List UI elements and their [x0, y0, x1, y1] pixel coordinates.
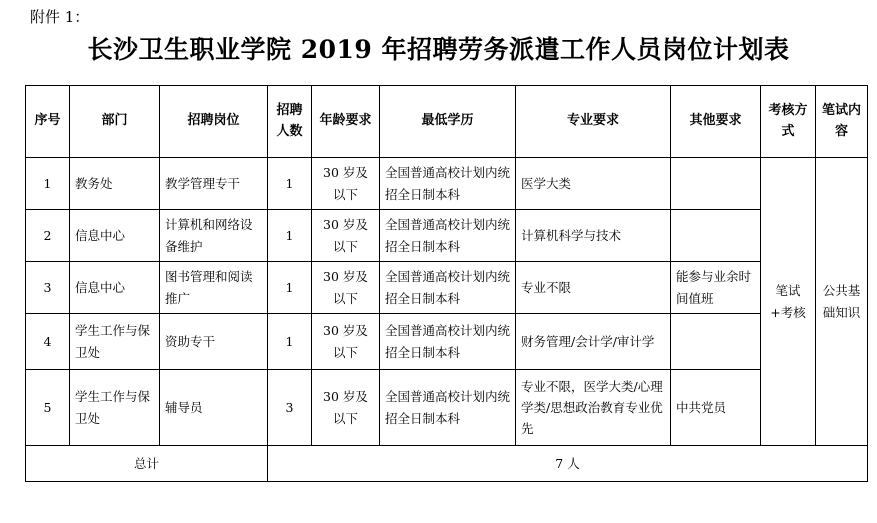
row-education: 全国普通高校计划内统招全日制本科: [380, 158, 516, 210]
row-age: 30 岁及以下: [312, 210, 380, 262]
row-major: 医学大类: [516, 158, 671, 210]
exam-content: 公共基础知识: [816, 158, 868, 446]
header-index: 序号: [26, 86, 70, 158]
row-index: 5: [26, 370, 70, 446]
row-position: 辅导员: [160, 370, 268, 446]
row-education: 全国普通高校计划内统招全日制本科: [380, 370, 516, 446]
row-education: 全国普通高校计划内统招全日制本科: [380, 210, 516, 262]
row-education: 全国普通高校计划内统招全日制本科: [380, 314, 516, 370]
row-major: 财务管理/会计学/审计学: [516, 314, 671, 370]
row-count: 1: [268, 262, 312, 314]
row-index: 2: [26, 210, 70, 262]
row-major: 专业不限，医学大类/心理学类/思想政治教育专业优先: [516, 370, 671, 446]
position-plan-table: [25, 85, 868, 482]
header-row: [26, 86, 868, 158]
row-dept: 教务处: [70, 158, 160, 210]
table-row: [26, 370, 868, 446]
row-index: 4: [26, 314, 70, 370]
row-education: 全国普通高校计划内统招全日制本科: [380, 262, 516, 314]
row-index: 1: [26, 158, 70, 210]
total-row: [26, 446, 868, 482]
table-row: [26, 314, 868, 370]
row-other: [671, 314, 761, 370]
row-dept: 信息中心: [70, 210, 160, 262]
header-major: 专业要求: [516, 86, 671, 158]
row-dept: 学生工作与保卫处: [70, 370, 160, 446]
row-count: 3: [268, 370, 312, 446]
table-row: [26, 262, 868, 314]
row-count: 1: [268, 210, 312, 262]
row-other: [671, 210, 761, 262]
row-age: 30 岁及以下: [312, 262, 380, 314]
row-index: 3: [26, 262, 70, 314]
header-other: 其他要求: [671, 86, 761, 158]
header-age: 年龄要求: [312, 86, 380, 158]
header-position: 招聘岗位: [160, 86, 268, 158]
row-major: 专业不限: [516, 262, 671, 314]
row-dept: 信息中心: [70, 262, 160, 314]
row-age: 30 岁及以下: [312, 370, 380, 446]
row-position: 图书管理和阅读推广: [160, 262, 268, 314]
row-other: 能参与业余时间值班: [671, 262, 761, 314]
row-count: 1: [268, 314, 312, 370]
row-dept: 学生工作与保卫处: [70, 314, 160, 370]
attachment-label: 附件 1：: [30, 8, 90, 26]
header-assess: 考核方式: [761, 86, 816, 158]
header-count: 招聘人数: [268, 86, 312, 158]
row-age: 30 岁及以下: [312, 314, 380, 370]
table-row: [26, 158, 868, 210]
row-count: 1: [268, 158, 312, 210]
assess-method: 笔试+考核: [761, 158, 816, 446]
row-age: 30 岁及以下: [312, 158, 380, 210]
table-row: [26, 210, 868, 262]
total-label: 总计: [26, 446, 268, 482]
row-position: 教学管理专干: [160, 158, 268, 210]
row-other: [671, 158, 761, 210]
row-major: 计算机科学与技术: [516, 210, 671, 262]
total-value: 7 人: [268, 446, 868, 482]
header-exam: 笔试内容: [816, 86, 868, 158]
header-dept: 部门: [70, 86, 160, 158]
row-other: 中共党员: [671, 370, 761, 446]
row-position: 资助专干: [160, 314, 268, 370]
row-position: 计算机和网络设备维护: [160, 210, 268, 262]
page-title: 长沙卫生职业学院 2019 年招聘劳务派遣工作人员岗位计划表: [87, 35, 790, 64]
header-education: 最低学历: [380, 86, 516, 158]
